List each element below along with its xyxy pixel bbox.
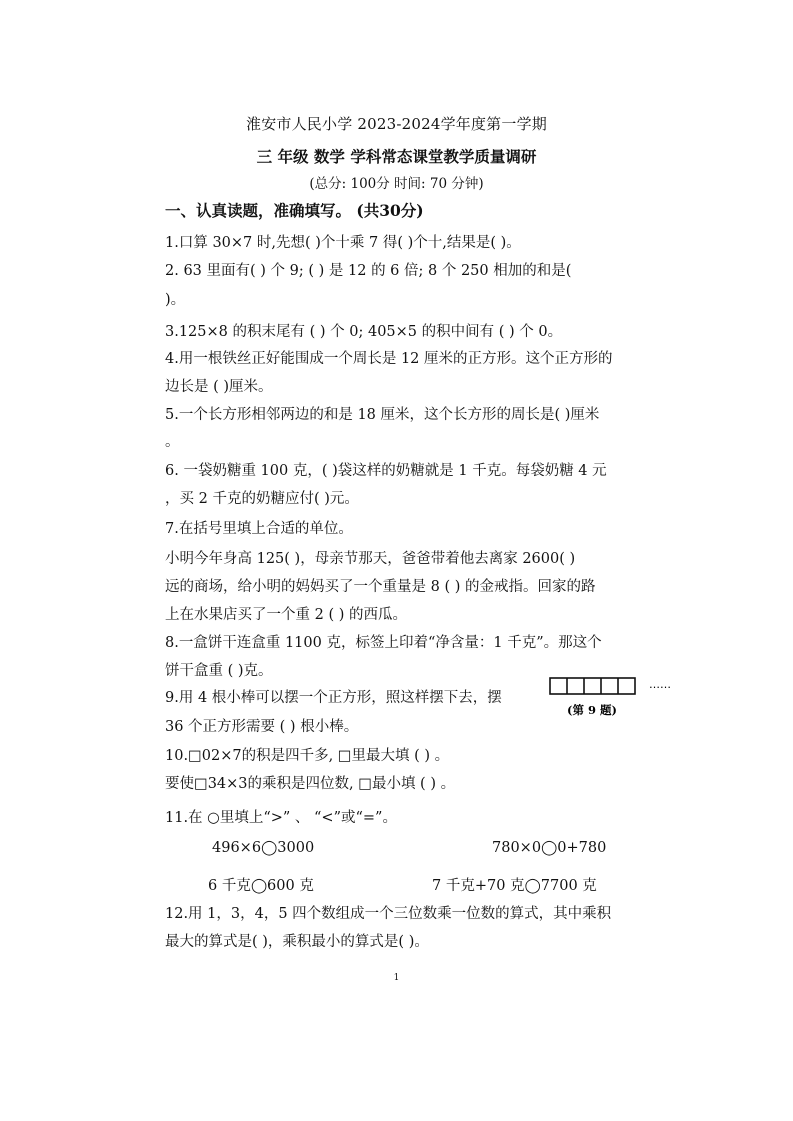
question-8-line-1: 8.一盒饼干连盒重 1100 克，标签上印着“净含量：1 千克”。那这个 bbox=[165, 635, 602, 651]
question-4-line-1: 4.用一根铁丝正好能围成一个周长是 12 厘米的正方形。这个正方形的 bbox=[165, 351, 613, 367]
question-10-line-2: 要使□34×3的乘积是四位数, □最小填 ( ) 。 bbox=[165, 776, 456, 792]
squares-outline bbox=[550, 678, 635, 694]
question-11: 11.在 ○里填上“>” 、 “<”或“=”。 bbox=[165, 810, 397, 826]
question-12-line-2: 最大的算式是( )，乘积最小的算式是( )。 bbox=[165, 934, 429, 950]
figure-caption: (第 9 题) bbox=[567, 703, 617, 717]
question-3: 3.125×8 的积末尾有 ( ) 个 0; 405×5 的积中间有 ( ) 个 0。 bbox=[165, 324, 563, 340]
question-6-line-1: 6. 一袋奶糖重 100 克，( )袋这样的奶糖就是 1 千克。每袋奶糖 4 元 bbox=[165, 463, 607, 479]
score-time-info: (总分: 100分 时间: 70 分钟) bbox=[309, 176, 484, 192]
question-6-line-2: ，买 2 千克的奶糖应付( )元。 bbox=[165, 491, 359, 507]
question-5-line-1: 5.一个长方形相邻两边的和是 18 厘米，这个长方形的周长是( )厘米 bbox=[165, 407, 600, 423]
question-2-line-2: )。 bbox=[165, 292, 186, 308]
continuation-dots: …… bbox=[649, 678, 671, 691]
compare-item: 780×0◯0+780 bbox=[492, 840, 607, 856]
question-7-line-3: 上在水果店买了一个重 2 ( ) 的西瓜。 bbox=[165, 607, 407, 623]
question-12-line-1: 12.用 1，3，4，5 四个数组成一个三位数乘一位数的算式，其中乘积 bbox=[165, 906, 612, 922]
question-7: 7.在括号里填上合适的单位。 bbox=[165, 521, 353, 537]
question-5-line-2: 。 bbox=[165, 434, 180, 450]
exam-title: 三 年级 数学 学科常态课堂教学质量调研 bbox=[256, 147, 537, 166]
question-4-line-2: 边长是 ( )厘米。 bbox=[165, 379, 273, 395]
page-number: 1 bbox=[393, 973, 400, 983]
question-7-line-2: 远的商场，给小明的妈妈买了一个重量是 8 ( ) 的金戒指。回家的路 bbox=[165, 579, 596, 595]
squares-drawing bbox=[549, 676, 672, 722]
compare-item: 7 千克+70 克◯7700 克 bbox=[432, 878, 597, 894]
school-title: 淮安市人民小学 2023-2024学年度第一学期 bbox=[246, 115, 547, 133]
compare-item: 496×6◯3000 bbox=[212, 840, 315, 856]
compare-item: 6 千克◯600 克 bbox=[208, 878, 314, 894]
matchstick-squares-figure bbox=[549, 676, 672, 722]
question-1: 1.口算 30×7 时,先想( )个十乘 7 得( )个十,结果是( )。 bbox=[165, 235, 521, 251]
question-9-line-1: 9.用 4 根小棒可以摆一个正方形，照这样摆下去，摆 bbox=[165, 690, 502, 706]
question-7-line-1: 小明今年身高 125( )，母亲节那天，爸爸带着他去离家 2600( ) bbox=[165, 551, 576, 567]
section-heading: 一、认真读题，准确填写。 (共30分) bbox=[165, 201, 424, 220]
question-2-line-1: 2. 63 里面有( ) 个 9; ( ) 是 12 的 6 倍; 8 个 250 相加的和是( bbox=[165, 263, 572, 279]
question-9-line-2: 36 个正方形需要 ( ) 根小棒。 bbox=[165, 719, 359, 735]
question-10-line-1: 10.□02×7的积是四千多, □里最大填 ( ) 。 bbox=[165, 748, 450, 764]
question-8-line-2: 饼干盒重 ( )克。 bbox=[165, 663, 273, 679]
